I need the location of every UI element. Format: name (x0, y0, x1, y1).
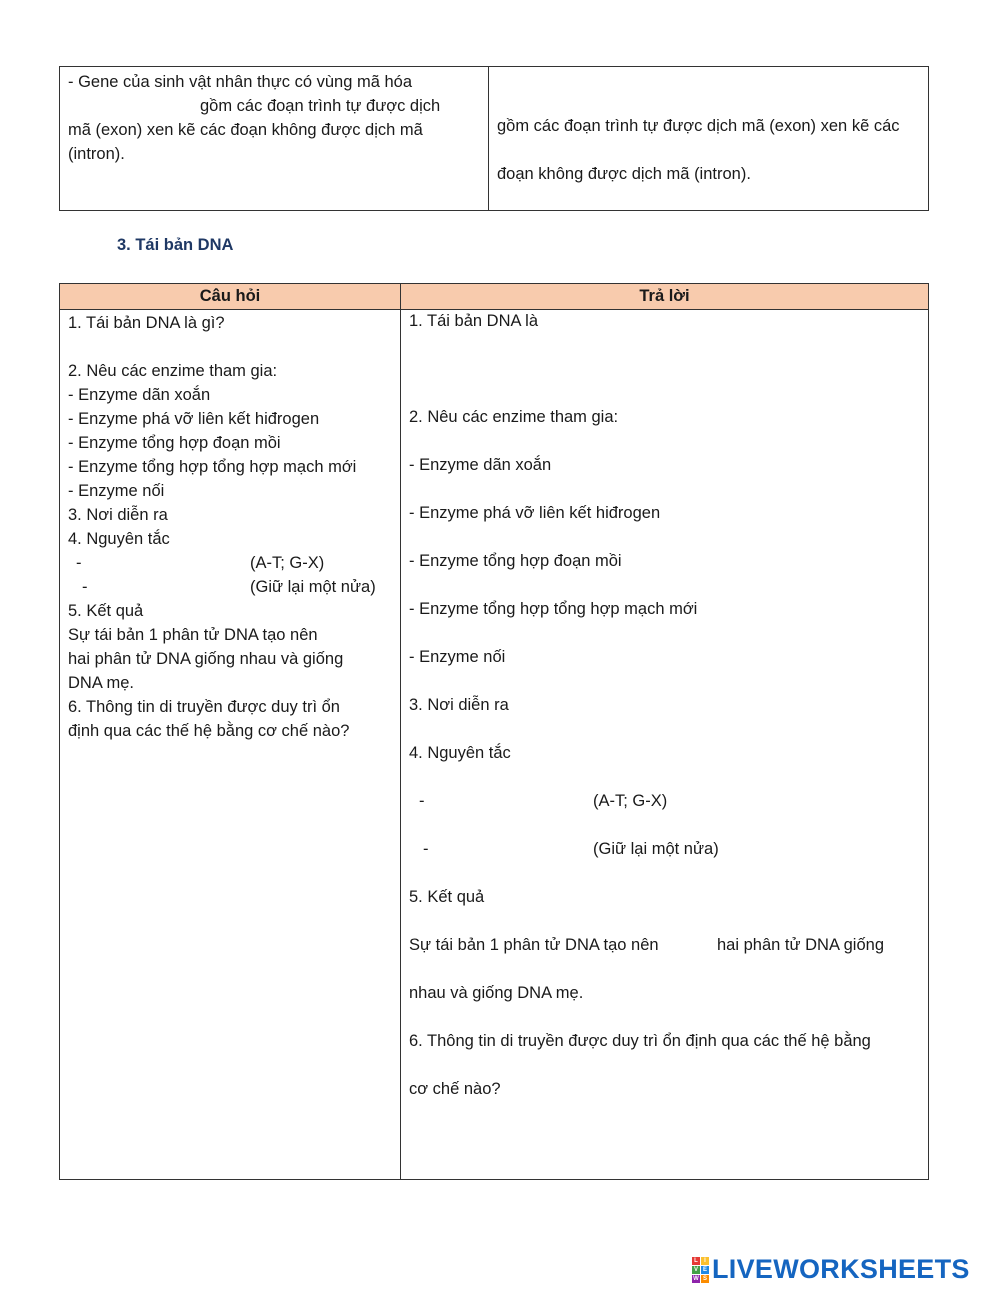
answer-3: 3. Nơi diễn ra (409, 696, 509, 714)
table-header-row (60, 284, 928, 310)
gene-line-4: (intron). (68, 145, 125, 163)
gene-structure-table (59, 66, 929, 211)
answer-5a-left: Sự tái bản 1 phân tử DNA tạo nên (409, 936, 659, 954)
answer-2b: - Enzyme phá vỡ liên kết hiđrogen (409, 504, 661, 522)
gene-line-2: gồm các đoạn trình tự được dịch (200, 97, 441, 115)
liveworksheets-logo-text: LIVEWORKSHEETS (712, 1254, 970, 1284)
answer-5a-right: hai phân tử DNA giống (717, 936, 884, 954)
question-4a: - (A-T; G-X) (76, 554, 325, 572)
gene-answer-cell (489, 67, 928, 210)
answer-6b: cơ chế nào? (409, 1080, 501, 1098)
header-answer: Trả lời (639, 287, 690, 305)
question-2a: - Enzyme dãn xoắn (68, 386, 211, 404)
question-4b: - (Giữ lại một nửa) (82, 578, 376, 596)
liveworksheets-logo (692, 1254, 970, 1285)
answer-2d: - Enzyme tổng hợp tổng hợp mạch mới (409, 600, 698, 618)
section-heading: 3. Tái bản DNA (117, 236, 234, 254)
answers-cell (401, 310, 928, 1180)
answer-2a: - Enzyme dãn xoắn (409, 456, 552, 474)
question-6b: định qua các thế hệ bằng cơ chế nào? (68, 722, 350, 740)
gene-line-3: mã (exon) xen kẽ các đoạn không được dịch mã (68, 121, 423, 139)
question-6a: 6. Thông tin di truyền được duy trì ổn (68, 698, 340, 716)
answer-2e: - Enzyme nối (409, 648, 506, 666)
gene-statement-cell (60, 67, 489, 210)
answer-2c: - Enzyme tổng hợp đoạn mồi (409, 552, 622, 570)
answer-4a-dash: - (419, 792, 425, 810)
question-5a: Sự tái bản 1 phân tử DNA tạo nên (68, 626, 318, 644)
header-question: Câu hỏi (60, 284, 401, 309)
question-2b: - Enzyme phá vỡ liên kết hiđrogen (68, 410, 320, 428)
dna-replication-table (59, 283, 929, 1180)
question-1: 1. Tái bản DNA là gì? (68, 314, 225, 332)
question-2d: - Enzyme tổng hợp tổng hợp mạch mới (68, 458, 357, 476)
answer-4a: (A-T; G-X) (593, 792, 668, 810)
gene-answer-line-2: đoạn không được dịch mã (intron). (497, 165, 751, 183)
answer-4b-dash: - (423, 840, 429, 858)
gene-line-1: - Gene của sinh vật nhân thực có vùng mã hóa (68, 73, 413, 91)
answer-5: 5. Kết quả (409, 888, 485, 906)
answer-5b: nhau và giống DNA mẹ. (409, 984, 584, 1002)
liveworksheets-logo-icon: L I V E W S (693, 1257, 707, 1282)
answer-4b: (Giữ lại một nửa) (593, 840, 719, 858)
answer-2: 2. Nêu các enzime tham gia: (409, 408, 619, 426)
question-3: 3. Nơi diễn ra (68, 506, 168, 524)
question-5c: DNA mẹ. (68, 674, 135, 692)
answer-6a: 6. Thông tin di truyền được duy trì ổn định qua các thế hệ bằng (409, 1032, 871, 1050)
question-2e: - Enzyme nối (68, 482, 165, 500)
answer-4: 4. Nguyên tắc (409, 744, 511, 762)
answer-1: 1. Tái bản DNA là (409, 312, 539, 330)
questions-cell (60, 310, 401, 1180)
question-5: 5. Kết quả (68, 602, 144, 620)
question-4: 4. Nguyên tắc (68, 530, 170, 548)
question-2c: - Enzyme tổng hợp đoạn mồi (68, 434, 281, 452)
question-2: 2. Nêu các enzime tham gia: (68, 362, 278, 380)
gene-answer-line-1: gồm các đoạn trình tự được dịch mã (exon) xen kẽ các (497, 117, 900, 135)
question-5b: hai phân tử DNA giống nhau và giống (68, 650, 344, 668)
